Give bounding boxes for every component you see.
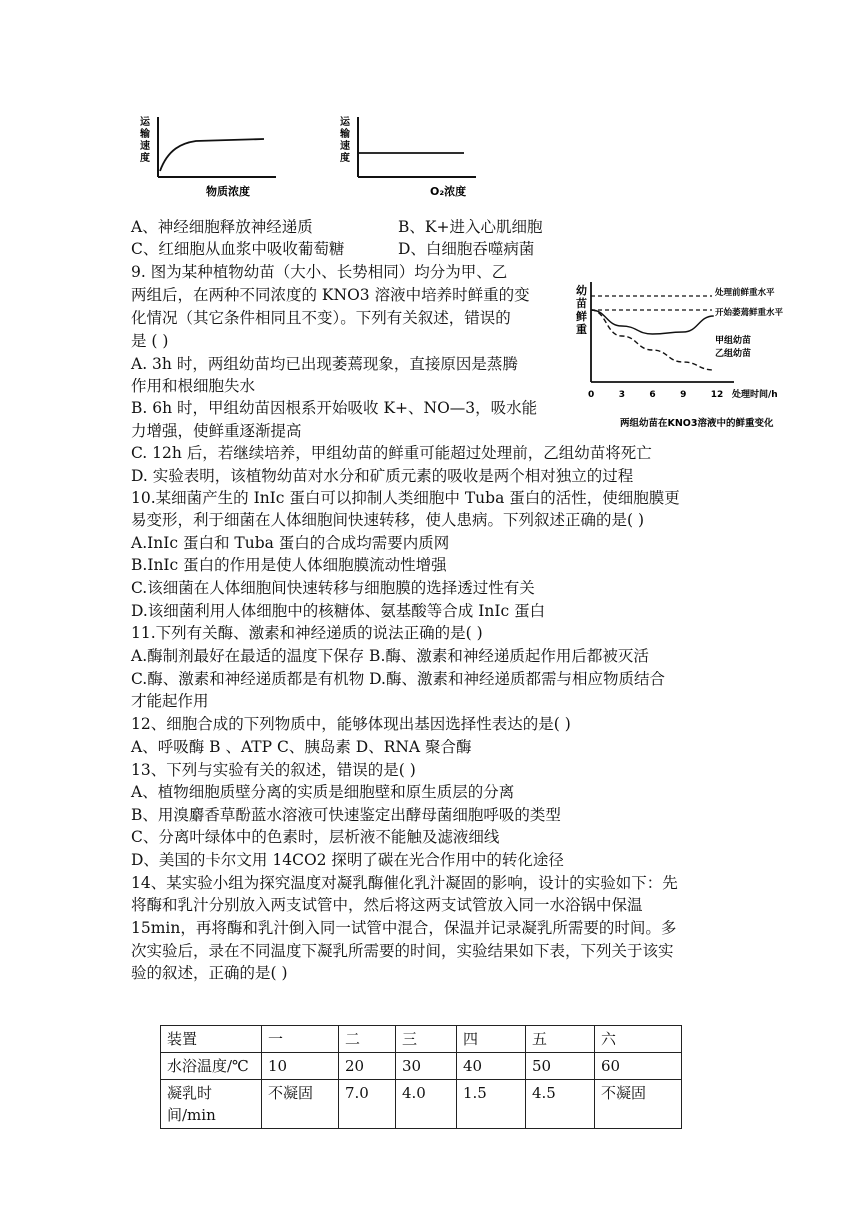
q8-option-b: B、K+进入心肌细胞 <box>398 218 543 236</box>
q14-line: 验的叙述，正确的是( ) <box>131 964 288 982</box>
q11-line: 才能起作用 <box>131 692 209 710</box>
table-cell: 1.5 <box>457 1080 526 1129</box>
table-cell: 不凝固 <box>262 1080 339 1129</box>
q9-line: 两组后，在两种不同浓度的 KNO3 溶液中培养时鲜重的变 <box>131 286 530 304</box>
q13-line: C、分离叶绿体中的色素时，层析液不能触及滤液细线 <box>131 828 500 846</box>
q14-line: 将酶和乳汁分别放入两支试管中，然后将这两支试管放入同一水浴锅中保温 <box>131 896 643 914</box>
q11-line: A.酶制剂最好在最适的温度下保存 B.酶、激素和神经递质起作用后都被灭活 <box>131 647 649 665</box>
chart-x-tick-label: 0 <box>588 390 595 400</box>
fig1-ylabel-1: 运 <box>140 117 150 128</box>
table-cell: 50 <box>526 1053 595 1080</box>
q9-line: D. 实验表明，该植物幼苗对水分和矿质元素的吸收是两个相对独立的过程 <box>131 467 634 485</box>
q13-line: B、用溴麝香草酚蓝水溶液可快速鉴定出酵母菌细胞呼吸的类型 <box>131 806 561 824</box>
q14-line: 14、某实验小组为探究温度对凝乳酶催化乳汁凝固的影响，设计的实验如下：先 <box>131 874 678 892</box>
chart-ylabel-3: 鲜 <box>576 310 587 323</box>
q9-line: 作用和根细胞失水 <box>131 377 256 395</box>
table-cell: 4.0 <box>396 1080 457 1129</box>
fig2-ylabel-4: 度 <box>340 153 350 164</box>
fig2-ylabel-1: 运 <box>340 117 350 128</box>
q9-line: 是 ( ) <box>131 332 169 350</box>
chart-x-tick-label: 12 <box>710 390 724 400</box>
table-row <box>161 1080 682 1129</box>
q9-line: C. 12h 后，若继续培养，甲组幼苗的鲜重可能超过处理前，乙组幼苗将死亡 <box>131 444 652 462</box>
fig1-ylabel-4: 度 <box>140 153 150 164</box>
q8-option-a: A、神经细胞释放神经递质 <box>131 218 313 236</box>
table-cell: 20 <box>339 1053 396 1080</box>
chart-ylabel-2: 苗 <box>576 297 587 310</box>
chart-series-line <box>591 310 714 334</box>
q9-line: 9. 图为某种植物幼苗（大小、长势相同）均分为甲、乙 <box>131 263 508 281</box>
table-cell: 4.5 <box>526 1080 595 1129</box>
q11-line: 11.下列有关酶、激素和神经递质的说法正确的是( ) <box>131 624 483 642</box>
chart-series-line <box>591 310 714 370</box>
q13-line: D、美国的卡尔文用 14CO2 探明了碳在光合作用中的转化途径 <box>131 851 564 869</box>
q12-line: A、呼吸酶 B 、ATP C、胰岛素 D、RNA 聚合酶 <box>131 738 472 756</box>
chart-reference-label: 开始萎蔫鲜重水平 <box>715 308 784 318</box>
table-cell: 60 <box>595 1053 682 1080</box>
q9-line: 化情况（其它条件相同且不变）。下列有关叙述，错误的 <box>131 309 511 327</box>
table-cell: 7.0 <box>339 1080 396 1129</box>
q13-line: 13、下列与实验有关的叙述，错误的是( ) <box>131 761 416 779</box>
fresh-weight-chart <box>574 276 806 434</box>
table-cell: 凝乳时间/min <box>161 1080 262 1129</box>
table-cell: 30 <box>396 1053 457 1080</box>
table-cell: 40 <box>457 1053 526 1080</box>
table-cell: 六 <box>595 1026 682 1053</box>
q13-line: A、植物细胞质壁分离的实质是细胞壁和原生质层的分离 <box>131 783 515 801</box>
fig2-xlabel: O₂浓度 <box>430 185 467 198</box>
fig1-ylabel-3: 速 <box>140 141 150 152</box>
table-cell: 五 <box>526 1026 595 1053</box>
q14-line: 15min，再将酶和乳汁倒入同一试管中混合，保温并记录凝乳所需要的时间。多 <box>131 919 677 937</box>
chart-series-label: 乙组幼苗 <box>715 349 752 359</box>
table-header-row <box>161 1026 682 1053</box>
chart-series-label: 甲组幼苗 <box>715 336 752 346</box>
table-cell: 不凝固 <box>595 1080 682 1129</box>
q10-line: D.该细菌利用人体细胞中的核糖体、氨基酸等合成 InIc 蛋白 <box>131 602 546 620</box>
table-cell: 装置 <box>161 1026 262 1053</box>
figure-transport-vs-concentration <box>134 113 284 201</box>
q11-line: C.酶、激素和神经递质都是有机物 D.酶、激素和神经递质都需与相应物质结合 <box>131 670 665 688</box>
chart-ylabel-4: 重 <box>576 323 587 336</box>
fig1-ylabel-2: 输 <box>140 129 150 140</box>
fig2-ylabel-3: 速 <box>340 141 350 152</box>
q8-option-d: D、白细胞吞噬病菌 <box>398 240 535 258</box>
q9-line: B. 6h 时，甲组幼苗因根系开始吸收 K+、NO—3，吸水能 <box>131 399 538 417</box>
q9-line: A. 3h 时，两组幼苗均已出现萎蔫现象，直接原因是蒸腾 <box>131 355 518 373</box>
fig1-xlabel: 物质浓度 <box>206 185 250 198</box>
table-cell: 水浴温度/℃ <box>161 1053 262 1080</box>
experiment-table <box>160 1025 682 1129</box>
q10-line: 10.某细菌产生的 InIc 蛋白可以抑制人类细胞中 Tuba 蛋白的活性，使细胞膜更 <box>131 489 680 507</box>
table-cell: 10 <box>262 1053 339 1080</box>
chart-x-tick-label: 9 <box>680 390 687 400</box>
chart-ylabel-1: 幼 <box>576 284 587 297</box>
table-cell: 二 <box>339 1026 396 1053</box>
q10-line: A.InIc 蛋白和 Tuba 蛋白的合成均需要内质网 <box>131 534 450 552</box>
q9-line: 力增强，使鲜重逐渐提高 <box>131 422 302 440</box>
q10-line: 易变形，利于细菌在人体细胞间快速转移，使人患病。下列叙述正确的是( ) <box>131 511 645 529</box>
q14-line: 次实验后，录在不同温度下凝乳所需要的时间，实验结果如下表，下列关于该实 <box>131 942 674 960</box>
table-row <box>161 1053 682 1080</box>
table-cell: 四 <box>457 1026 526 1053</box>
table-cell: 一 <box>262 1026 339 1053</box>
q10-line: B.InIc 蛋白的作用是使人体细胞膜流动性增强 <box>131 556 447 574</box>
chart-caption: 两组幼苗在KNO3溶液中的鲜重变化 <box>620 418 774 429</box>
chart-x-tick-label: 3 <box>618 390 625 400</box>
chart-x-tick-label: 6 <box>649 390 656 400</box>
chart-reference-label: 处理前鲜重水平 <box>715 288 775 298</box>
fig2-ylabel-2: 输 <box>340 129 350 140</box>
q10-line: C.该细菌在人体细胞间快速转移与细胞膜的选择透过性有关 <box>131 579 535 597</box>
table-cell: 三 <box>396 1026 457 1053</box>
q12-line: 12、细胞合成的下列物质中，能够体现出基因选择性表达的是( ) <box>131 715 571 733</box>
figure-transport-vs-oxygen <box>334 113 484 201</box>
chart-xlabel: 处理时间/h <box>732 390 778 400</box>
q8-option-c: C、红细胞从血浆中吸收葡萄糖 <box>131 240 345 258</box>
